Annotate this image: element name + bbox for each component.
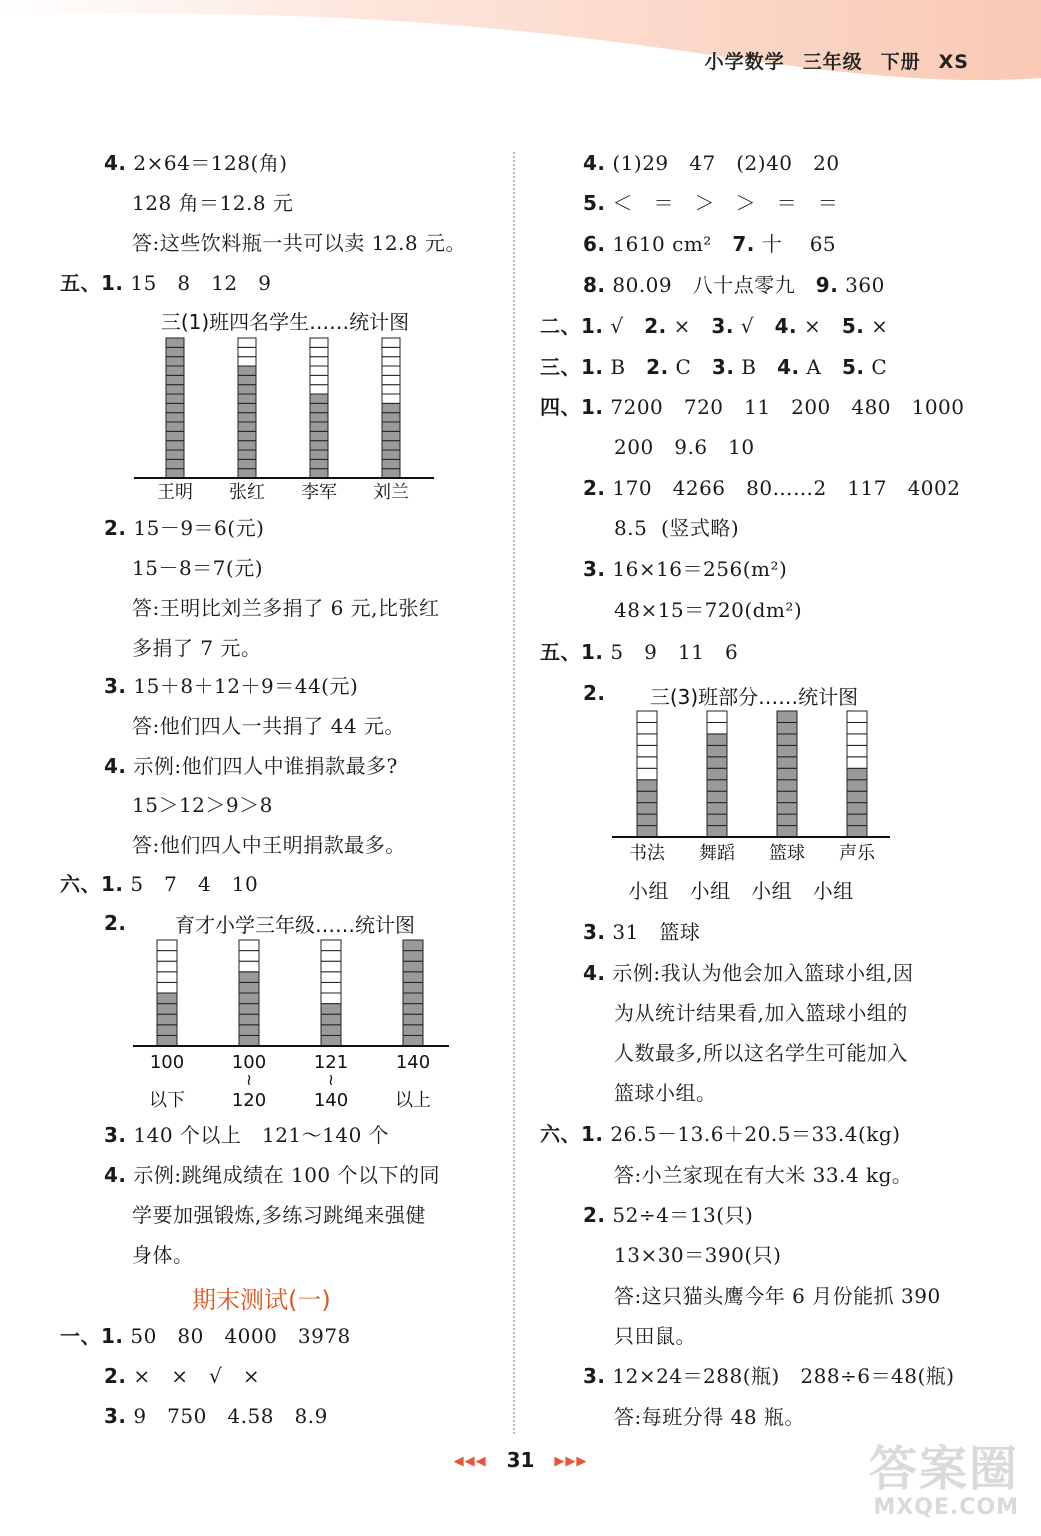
answer-line: 二、1. √ 2. × 3. √ 4. × 5. × [540,314,889,338]
bar-cell-empty [847,734,867,745]
answer-line: 3. 15＋8＋12＋9＝44(元) [104,674,359,698]
bar-cell-filled [157,993,177,1004]
bar-cell-filled [239,982,259,993]
bar-cell-empty [847,722,867,733]
bar-cell-empty [847,745,867,756]
bar-cell-filled [403,1025,423,1036]
bar-cell-filled [321,1004,341,1015]
bar-cell-filled [707,745,727,756]
bar-cell-filled [166,413,184,422]
answer-line: 学要加强锻炼,多练习跳绳来强健 [132,1203,426,1227]
bar-cell-empty [707,711,727,722]
bar-cell-filled [238,450,256,459]
bar-cell-filled [239,993,259,1004]
header-volume: 下册 [880,51,921,73]
bar-cell-empty [382,394,400,403]
tick-label: 121 [313,1052,349,1073]
bar-cell-filled [777,791,797,802]
answer-line: 6. 1610 cm² 7. 十 65 [583,232,837,256]
answer-line: 3. 12×24＝288(瓶) 288÷6＝48(瓶) [583,1364,955,1388]
bar-cell-filled [403,1004,423,1015]
tick-label: 140 [313,1090,349,1111]
answer-line: 六、1. 26.5－13.6＋20.5＝33.4(kg) [540,1122,901,1146]
bar-cell-filled [238,431,256,440]
answer-line: 2. [583,681,606,705]
bar-cell-empty [157,961,177,972]
answer-line: 4. 示例:我认为他会加入篮球小组,因 [583,961,914,985]
bar-cell-filled [777,803,797,814]
bar-cell-filled [403,961,423,972]
bar-cell-empty [239,961,259,972]
bar-cell-filled [238,366,256,375]
bar-cell-filled [707,803,727,814]
bar-cell-filled [238,403,256,412]
bar-cell-filled [166,403,184,412]
answer-line: 六、1. 5 7 4 10 [60,872,259,896]
bar-cell-filled [239,972,259,983]
answer-line: 五、1. 15 8 12 9 [60,271,272,295]
bar-cell-empty [310,375,328,384]
bar-cell-filled [847,768,867,779]
answer-line: 3. 140 个以上 121～140 个 [104,1123,390,1147]
bar-cell-filled [777,780,797,791]
bar-cell-empty [637,722,657,733]
bar-cell-filled [847,826,867,837]
header-banner [0,0,1041,90]
bar-cell-empty [382,375,400,384]
bar-cell-filled [321,1014,341,1025]
bar-cell-empty [157,972,177,983]
bar-cell-filled [707,814,727,825]
bar-cell-empty [382,347,400,356]
tick-label: 篮球 [769,843,805,864]
tilde-mark: ≀ [328,1070,334,1089]
bar-cell-filled [310,469,328,478]
bar-cell-empty [239,951,259,962]
bar-cell-filled [777,711,797,722]
bar-cell-filled [707,734,727,745]
bar-cell-filled [239,1035,259,1046]
bar-cell-filled [166,375,184,384]
header-edition: XS [938,51,969,73]
bar-cell-empty [321,940,341,951]
bar-cell-filled [166,357,184,366]
bar-cell-filled [382,459,400,468]
bar-cell-filled [777,814,797,825]
tick-label: 120 [231,1090,267,1111]
bar-cell-empty [637,734,657,745]
answer-line: 15－8＝7(元) [132,556,264,580]
bar-cell-filled [238,394,256,403]
bar-cell-filled [166,431,184,440]
bar-cell-empty [310,338,328,347]
header-subject: 小学数学 [704,51,785,73]
answer-line: 4. 示例:跳绳成绩在 100 个以下的同 [104,1163,440,1187]
answer-line: 3. 9 750 4.58 8.9 [104,1404,328,1428]
answer-line: 答:这只猫头鹰今年 6 月份能抓 390 [614,1284,941,1308]
answer-line: 3. 16×16＝256(m²) [583,557,788,581]
bar-cell-filled [403,1035,423,1046]
answer-line: 答:小兰家现在有大米 33.4 kg。 [614,1163,913,1187]
bar-cell-empty [382,366,400,375]
answer-line: 2. [104,911,127,935]
answer-line: 人数最多,所以这名学生可能加入 [614,1041,908,1065]
bar-cell-filled [238,459,256,468]
answer-line: 多捐了 7 元。 [132,636,262,660]
bar-cell-filled [637,814,657,825]
bar-cell-filled [238,413,256,422]
tick-label: 张红 [229,482,265,503]
chart-title: 三(1)班四名学生……统计图 [160,310,410,334]
answer-line: 13×30＝390(只) [614,1243,782,1267]
bar-cell-filled [166,385,184,394]
bar-cell-filled [382,450,400,459]
bar-cell-empty [157,982,177,993]
answer-line: 5. ＜ ＝ ＞ ＞ ＝ ＝ [583,191,839,215]
bar-cell-empty [637,757,657,768]
bar-cell-filled [238,469,256,478]
answer-line: 一、1. 50 80 4000 3978 [60,1324,351,1348]
answer-line: 4. 2×64＝128(角) [104,151,288,175]
bar-cell-empty [321,972,341,983]
tick-label: 声乐 [839,843,875,864]
bar-cell-filled [777,734,797,745]
bar-cell-filled [238,422,256,431]
bar-cell-filled [847,780,867,791]
answer-line: 答:他们四人一共捐了 44 元。 [132,714,405,738]
bar-cell-empty [310,366,328,375]
bar-cell-empty [239,940,259,951]
bar-cell-filled [310,441,328,450]
bar-cell-filled [166,347,184,356]
bar-cell-filled [166,441,184,450]
bar-cell-empty [238,357,256,366]
prev-arrows-icon: ◀◀◀ [453,1454,487,1469]
bar-cell-filled [166,366,184,375]
bar-cell-filled [707,791,727,802]
answer-line: 只田鼠。 [614,1324,696,1348]
answer-line: 答:王明比刘兰多捐了 6 元,比张红 [132,596,440,620]
bar-cell-empty [157,940,177,951]
bar-cell-filled [166,338,184,347]
bar-cell-filled [382,469,400,478]
watermark [869,1443,1019,1520]
page-number: 31 [506,1448,535,1472]
answer-line: 2. 52÷4＝13(只) [583,1203,754,1227]
bar-cell-filled [847,791,867,802]
bar-cell-filled [847,814,867,825]
answer-line: 3. 31 篮球 [583,920,701,944]
bar-cell-filled [403,951,423,962]
answer-line: 4. 示例:他们四人中谁捐款最多? [104,754,398,778]
bar-cell-filled [166,459,184,468]
answer-line: 为从统计结果看,加入篮球小组的 [614,1001,908,1025]
bar-chart-jump-rope [125,905,455,1115]
answer-line: 4. (1)29 47 (2)40 20 [583,151,840,175]
bar-cell-filled [166,450,184,459]
bar-cell-empty [707,722,727,733]
bar-cell-filled [321,1025,341,1036]
bar-cell-filled [707,768,727,779]
bar-cell-empty [637,711,657,722]
bar-cell-filled [310,394,328,403]
watermark-url: MXQE.COM [873,1495,1019,1520]
answer-line: 2. × × √ × [104,1364,261,1388]
answer-line: 篮球小组。 [614,1081,717,1105]
bar-cell-empty [310,357,328,366]
bar-cell-empty [321,982,341,993]
bar-cell-filled [777,745,797,756]
bar-cell-empty [637,745,657,756]
bar-cell-filled [310,413,328,422]
answer-line: 2. 15－9＝6(元) [104,516,265,540]
answer-line: 小组 小组 小组 小组 [628,879,854,903]
chart-title: 育才小学三年级……统计图 [175,913,415,937]
answer-line: 15＞12＞9＞8 [132,793,273,817]
bar-chart-donations [120,305,450,505]
answer-line: 身体。 [132,1243,194,1267]
bar-cell-empty [382,357,400,366]
answer-line: 答:他们四人中王明捐款最多。 [132,833,406,857]
tick-label: 李军 [301,482,337,503]
bar-cell-filled [157,1004,177,1015]
chart-title: 三(3)班部分……统计图 [649,685,859,709]
bar-cell-filled [707,780,727,791]
bar-cell-filled [238,441,256,450]
bar-cell-filled [707,826,727,837]
bar-cell-filled [847,803,867,814]
bar-cell-filled [637,791,657,802]
bar-cell-filled [382,422,400,431]
bar-cell-empty [157,951,177,962]
bar-cell-filled [310,403,328,412]
bar-cell-filled [382,441,400,450]
bar-cell-filled [238,375,256,384]
bar-cell-filled [239,1004,259,1015]
bar-cell-filled [310,422,328,431]
bar-cell-filled [777,757,797,768]
tick-label: 舞蹈 [699,843,735,864]
bar-cell-filled [310,431,328,440]
answer-line: 三、1. B 2. C 3. B 4. A 5. C [540,355,888,379]
bar-cell-filled [777,826,797,837]
answer-line: 答:这些饮料瓶一共可以卖 12.8 元。 [132,231,466,255]
watermark-logo: 答案圈 [868,1441,1019,1497]
answer-line: 答:每班分得 48 瓶。 [614,1405,805,1429]
header-grade: 三年级 [802,51,863,73]
tick-label: 100 [149,1052,185,1073]
answer-line: 200 9.6 10 [614,435,755,459]
bar-cell-empty [321,951,341,962]
answer-line: 8. 80.09 八十点零九 9. 360 [583,273,885,297]
tilde-mark: ≀ [246,1070,252,1089]
tick-label: 书法 [629,843,665,864]
tick-label: 以下 [149,1090,185,1111]
bar-cell-empty [238,338,256,347]
bar-cell-empty [321,961,341,972]
bar-cell-filled [157,1025,177,1036]
bar-cell-filled [166,422,184,431]
bar-cell-filled [382,403,400,412]
bar-cell-filled [403,993,423,1004]
bar-cell-empty [637,768,657,779]
bar-cell-empty [238,347,256,356]
bar-cell-empty [382,338,400,347]
bar-cell-filled [637,780,657,791]
tick-label: 100 [231,1052,267,1073]
answer-line: 2. 170 4266 80……2 117 4002 [583,476,961,500]
tick-label: 王明 [157,482,193,503]
answer-line: 四、1. 7200 720 11 200 480 1000 [540,395,965,419]
bar-cell-filled [382,413,400,422]
bar-cell-filled [166,394,184,403]
bar-cell-filled [637,826,657,837]
bar-cell-filled [403,1014,423,1025]
bar-cell-filled [777,768,797,779]
header-title [687,47,969,74]
bar-cell-filled [310,459,328,468]
answer-line: 48×15＝720(dm²) [614,598,803,622]
bar-cell-empty [382,385,400,394]
answer-line: 8.5 (竖式略) [614,516,740,540]
bar-cell-empty [310,347,328,356]
bar-cell-empty [847,711,867,722]
tick-label: 以上 [395,1090,431,1111]
bar-cell-empty [310,385,328,394]
bar-cell-filled [239,1025,259,1036]
bar-cell-filled [157,1035,177,1046]
bar-cell-filled [707,757,727,768]
tick-label: 140 [395,1052,431,1073]
bar-cell-empty [321,993,341,1004]
answer-line: 五、1. 5 9 11 6 [540,640,739,664]
bar-cell-empty [847,757,867,768]
bar-cell-filled [403,940,423,951]
tick-label: 刘兰 [373,482,409,503]
bar-cell-filled [166,469,184,478]
bar-cell-filled [403,982,423,993]
answer-line: 128 角＝12.8 元 [132,191,294,215]
bar-cell-filled [310,450,328,459]
bar-cell-filled [777,722,797,733]
bar-cell-filled [239,1014,259,1025]
bar-cell-filled [321,1035,341,1046]
column-divider [513,152,515,1434]
section-title: 期末测试(一) [192,1286,331,1314]
bar-cell-filled [637,803,657,814]
bar-cell-filled [403,972,423,983]
bar-chart-groups [610,680,900,870]
bar-cell-filled [238,385,256,394]
next-arrows-icon: ▶▶▶ [554,1454,588,1469]
bar-cell-filled [382,431,400,440]
bar-cell-filled [157,1014,177,1025]
